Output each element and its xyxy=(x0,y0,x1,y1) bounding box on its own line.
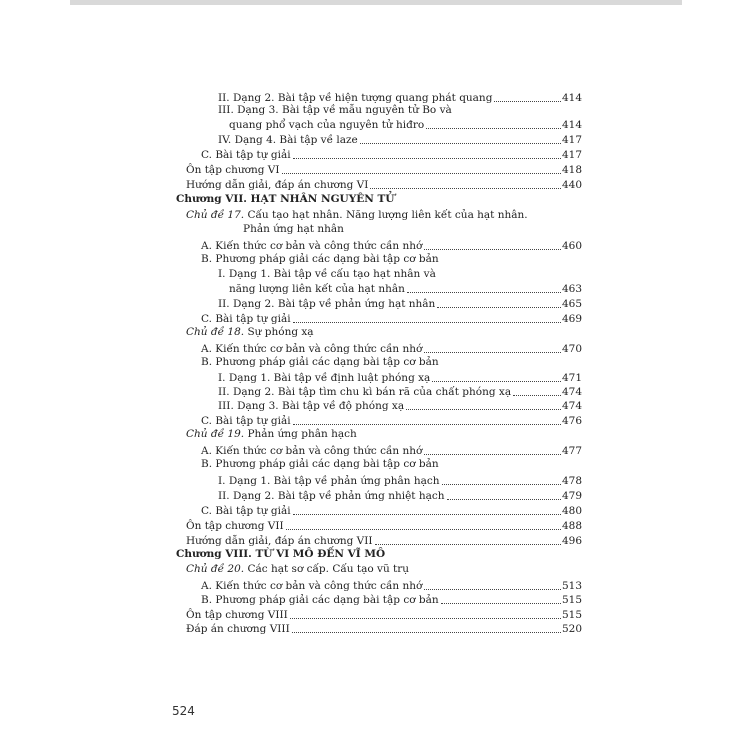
chapter-heading: Chương VII. HẠT NHÂN NGUYÊN TỬ xyxy=(176,193,395,205)
toc-entry: B. Phương pháp giải các dạng bài tập cơ bản 515 xyxy=(201,594,582,606)
topic-heading: Chủ đề 17. Cấu tạo hạt nhân. Năng lượng liên kết của hạt nhân. xyxy=(186,209,528,221)
toc-entry: I. Dạng 1. Bài tập về định luật phóng xạ 471 xyxy=(218,372,582,384)
topic-heading: Chủ đề 20. Các hạt sơ cấp. Cấu tạo vũ trụ xyxy=(186,563,410,575)
topic-heading: Chủ đề 18. Sự phóng xạ xyxy=(186,326,314,338)
toc-entry: II. Dạng 2. Bài tập tìm chu kì bán rã của chất phóng xạ 474 xyxy=(218,386,582,398)
toc-entry: C. Bài tập tự giải 469 xyxy=(201,313,582,325)
toc-entry: C. Bài tập tự giải 417 xyxy=(201,149,582,161)
toc-entry: A. Kiến thức cơ bản và công thức cần nhớ 470 xyxy=(201,343,582,355)
toc-entry: A. Kiến thức cơ bản và công thức cần nhớ 460 xyxy=(201,240,582,252)
toc-entry: I. Dạng 1. Bài tập về phản ứng phân hạch 478 xyxy=(218,475,582,487)
toc-entry: quang phổ vạch của nguyên tử hiđro 414 xyxy=(229,119,582,131)
toc-entry: II. Dạng 2. Bài tập về phản ứng nhiệt hạch 479 xyxy=(218,490,582,502)
toc-entry: Đáp án chương VIII 520 xyxy=(186,623,582,635)
toc-entry: A. Kiến thức cơ bản và công thức cần nhớ 477 xyxy=(201,445,582,457)
toc-entry: III. Dạng 3. Bài tập về độ phóng xạ 474 xyxy=(218,400,582,412)
toc-entry: Ôn tập chương VIII 515 xyxy=(186,609,582,621)
toc-entry: II. Dạng 2. Bài tập về phản ứng hạt nhân 465 xyxy=(218,298,582,310)
toc-entry: C. Bài tập tự giải 476 xyxy=(201,415,582,427)
topic-heading: Chủ đề 19. Phản ứng phân hạch xyxy=(186,428,357,440)
toc-entry: II. Dạng 2. Bài tập về hiện tượng quang phát quang 414 xyxy=(218,92,582,104)
toc-entry: A. Kiến thức cơ bản và công thức cần nhớ 513 xyxy=(201,580,582,592)
chapter-heading: Chương VIII. TỪ VI MÔ ĐẾN VĨ MÔ xyxy=(176,548,386,560)
toc-entry: IV. Dạng 4. Bài tập về laze 417 xyxy=(218,134,582,146)
toc-entry: Hướng dẫn giải, đáp án chương VII 496 xyxy=(186,535,582,547)
toc-entry: I. Dạng 1. Bài tập về cấu tạo hạt nhân và xyxy=(218,268,436,280)
toc-entry: C. Bài tập tự giải 480 xyxy=(201,505,582,517)
page-number: 524 xyxy=(172,704,195,718)
toc-entry: Ôn tập chương VI 418 xyxy=(186,164,582,176)
toc-entry: B. Phương pháp giải các dạng bài tập cơ bản xyxy=(201,356,439,368)
toc-entry: Phản ứng hạt nhân xyxy=(243,223,344,235)
toc-entry: B. Phương pháp giải các dạng bài tập cơ bản xyxy=(201,458,439,470)
toc-entry: III. Dạng 3. Bài tập về mẫu nguyên tử Bo và xyxy=(218,104,452,116)
toc-entry: năng lượng liên kết của hạt nhân 463 xyxy=(229,283,582,295)
toc-entry: Hướng dẫn giải, đáp án chương VI 440 xyxy=(186,179,582,191)
toc-entry: Ôn tập chương VII 488 xyxy=(186,520,582,532)
toc-entry: B. Phương pháp giải các dạng bài tập cơ bản xyxy=(201,253,439,265)
